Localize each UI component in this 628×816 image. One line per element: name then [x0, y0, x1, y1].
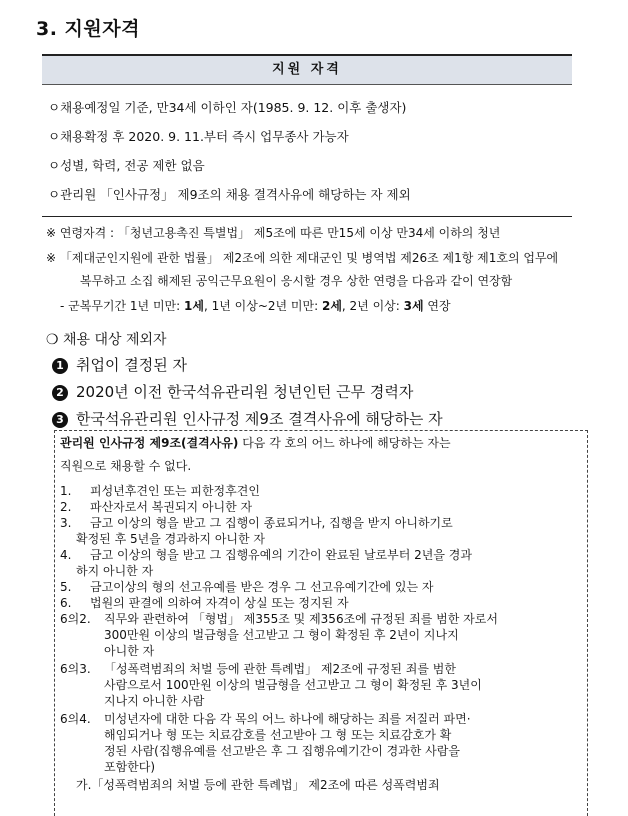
regulation-item-cont: 포함한다)	[104, 760, 156, 774]
regulation-intro-rest: 다음 각 호의 어느 하나에 해당하는 자는	[238, 436, 451, 450]
regulation-item-cont: 사람으로서 100만원 이상의 벌금형을 선고받고 그 형이 확정된 후 3년이	[104, 678, 482, 692]
criterion-age: ㅇ채용예정일 기준, 만34세 이하인 자(1985. 9. 12. 이후 출생자)	[48, 100, 407, 115]
exclusion-item	[52, 408, 443, 429]
exclusion-text: 2020년 이전 한국석유관리원 청년인턴 근무 경력자	[76, 383, 414, 401]
ext-prefix: - 군복무기간 1년 미만:	[60, 299, 185, 313]
exclusion-title: ❍ 채용 대상 제외자	[46, 332, 167, 348]
exclusion-item	[52, 354, 187, 375]
regulation-item: 2. 파산자로서 복권되지 아니한 자	[60, 500, 253, 514]
note-veteran: ※ 「제대군인지원에 관한 법률」 제2조에 의한 제대군인 및 병역법 제26조 제1항 제1호의 업무에	[46, 251, 559, 265]
regulation-item: 1. 피성년후견인 또는 피한정후견인	[60, 484, 260, 498]
ext-1: 1세	[184, 299, 204, 313]
regulation-intro	[60, 436, 580, 451]
eligibility-box	[42, 54, 572, 217]
regulation-item: 4. 금고 이상의 형을 받고 그 집행유예의 기간이 완료된 날로부터 2년을 경과	[60, 548, 472, 562]
ext-3: 3세	[403, 299, 424, 313]
section-title: 3. 지원자격	[36, 18, 140, 40]
criterion-start-date: ㅇ채용확정 후 2020. 9. 11.부터 즉시 업무종사 가능자	[48, 129, 349, 144]
eligibility-header: 지원 자격	[42, 56, 572, 85]
regulation-item-cont: 300만원 이상의 벌금형을 선고받고 그 형이 확정된 후 2년이 지나지	[104, 628, 459, 642]
ext-2: 2세	[321, 299, 342, 313]
ext-mid1: , 1년 이상~2년 미만:	[203, 299, 322, 313]
criterion-disqualification: ㅇ관리원 「인사규정」 제9조의 채용 결격사유에 해당하는 자 제외	[48, 187, 411, 202]
note-veteran-cont: 복무하고 소집 해제된 공익근무요원이 응시할 경우 상한 연령을 다음과 같이 연장함	[80, 274, 513, 288]
regulation-item-cont: 하지 아니한 자	[76, 564, 154, 578]
regulation-item: 6의2. 직무와 관련하여 「형법」 제355조 및 제356조에 규정된 죄를 범한 자로서	[60, 612, 498, 626]
exclusion-text: 취업이 결정된 자	[76, 356, 187, 374]
ext-suffix: 연장	[423, 299, 451, 313]
regulation-item-cont: 정된 사람(집행유예를 선고받은 후 그 집행유예기간이 경과한 사람을	[104, 744, 460, 758]
regulation-item: 6. 법원의 판결에 의하여 자격이 상실 또는 정지된 자	[60, 596, 349, 610]
regulation-item-cont: 확정된 후 5년을 경과하지 아니한 자	[76, 532, 265, 546]
regulation-item: 5. 금고이상의 형의 선고유예를 받은 경우 그 선고유예기간에 있는 자	[60, 580, 434, 594]
regulation-heading: 관리원 인사규정 제9조(결격사유)	[60, 436, 239, 450]
note-extension	[60, 297, 451, 314]
regulation-item: 3. 금고 이상의 형을 받고 그 집행이 종료되거나, 집행을 받지 아니하기로	[60, 516, 453, 530]
criterion-no-restriction: ㅇ성별, 학력, 전공 제한 없음	[48, 158, 205, 173]
regulation-sub-item: 가.「성폭력범죄의 처벌 등에 관한 특례법」 제2조에 따른 성폭력범죄	[76, 778, 440, 792]
note-age-qualification: ※ 연령자격 : 「청년고용촉진 특별법」 제5조에 따른 만15세 이상 만34세 이하의 청년	[46, 226, 501, 240]
regulation-item: 6의3. 「성폭력범죄의 처벌 등에 관한 특례법」 제2조에 규정된 죄를 범한	[60, 662, 456, 676]
regulation-intro-line2: 직원으로 채용할 수 없다.	[60, 459, 192, 473]
number-badge: 2	[52, 385, 68, 401]
exclusion-text: 한국석유관리원 인사규정 제9조 결격사유에 해당하는 자	[76, 410, 443, 428]
exclusion-item	[52, 381, 413, 402]
regulation-item-cont: 해임되거나 형 또는 치료감호를 선고받아 그 형 또는 치료감호가 확	[104, 728, 452, 742]
number-badge: 3	[52, 412, 68, 428]
regulation-item-cont: 아니한 자	[104, 644, 155, 658]
number-badge: 1	[52, 358, 68, 374]
regulation-item-cont: 지나지 아니한 사람	[104, 694, 205, 708]
ext-mid2: , 2년 이상:	[341, 299, 404, 313]
regulation-item: 6의4. 미성년자에 대한 다음 각 목의 어느 하나에 해당하는 죄를 저질러 파면·	[60, 712, 471, 726]
